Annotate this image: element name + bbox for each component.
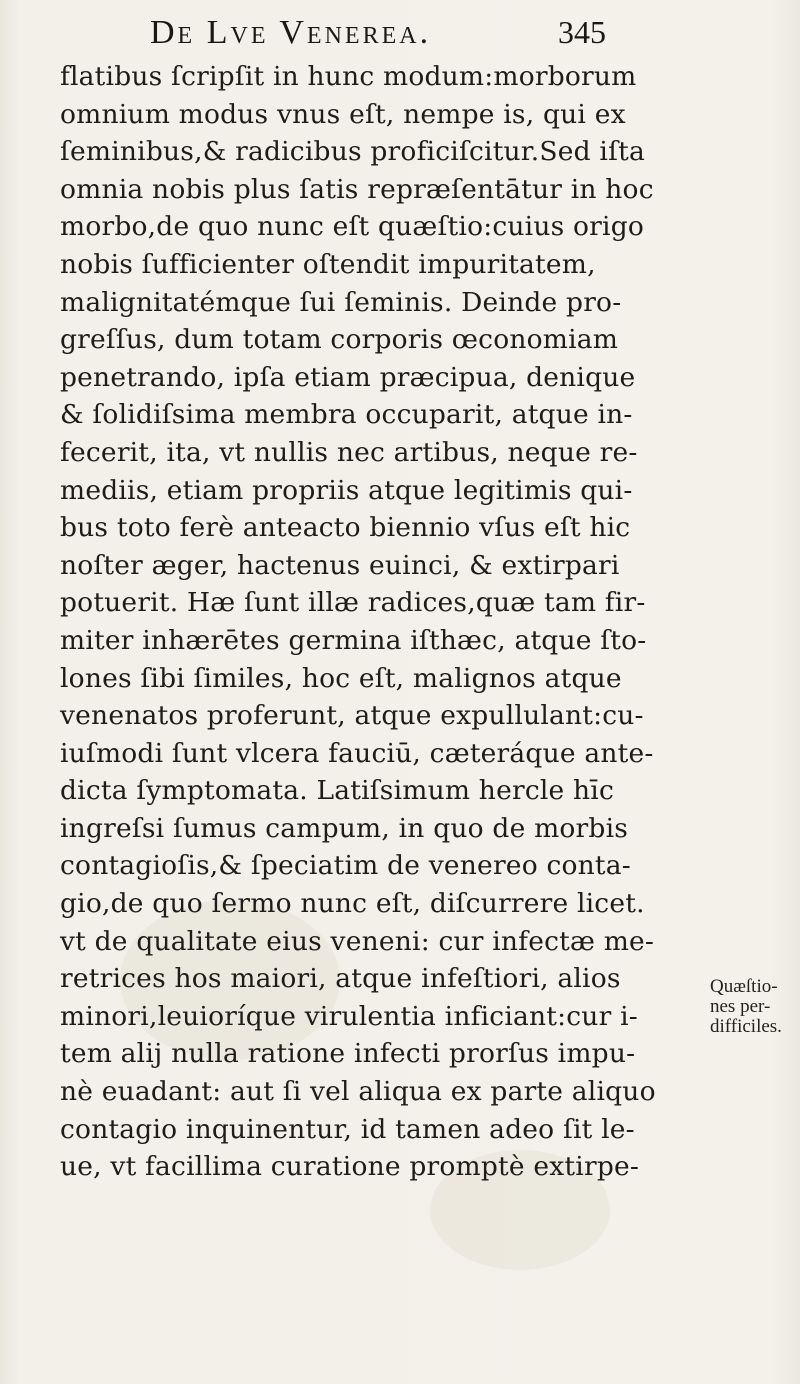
marginal-note xyxy=(710,977,800,1037)
text-line: venenatos proferunt, atque expullulant:cu- xyxy=(60,700,644,732)
text-line: ſeminibus,& radicibus proficiſcitur.Sed iſta xyxy=(60,136,645,168)
text-line: vt de qualitate eius veneni: cur infectæ me- xyxy=(60,925,655,957)
text-line: dicta ſymptomata. Latiſsimum hercle hīc xyxy=(60,775,615,807)
text-line: iuſmodi ſunt vlcera fauciū, cæteráque ante- xyxy=(60,737,654,769)
text-line: mediis, etiam propriis atque legitimis qui- xyxy=(60,474,633,506)
running-head xyxy=(150,14,750,54)
text-line: gio,de quo ſermo nunc eſt, diſcurrere licet. xyxy=(60,888,645,920)
text-line: greſſus, dum totam corporis œconomiam xyxy=(60,324,619,356)
text-line: ingreſsi ſumus campum, in quo de morbis xyxy=(60,812,629,844)
text-line: tem alij nulla ratione infecti prorſus impu- xyxy=(60,1038,636,1070)
marginal-note-line: nes per- xyxy=(710,996,771,1017)
marginal-note-line: Quæſtio- xyxy=(710,976,778,997)
text-line: ue, vt facillima curatione promptè extirpe- xyxy=(60,1151,640,1183)
text-line: nè euadant: aut ſi vel aliqua ex parte aliquo xyxy=(60,1076,656,1108)
text-line: malignitatémque ſui ſeminis. Deinde pro- xyxy=(60,286,622,318)
text-line: minori,leuioríque virulentia inficiant:cur i- xyxy=(60,1000,638,1032)
marginal-note-line: difficiles. xyxy=(710,1016,782,1037)
text-line: omnium modus vnus eſt, nempe is, qui ex xyxy=(60,98,626,130)
page-number: 345 xyxy=(558,14,606,50)
text-line: retrices hos maiori, atque infeſtiori, alios xyxy=(60,963,621,995)
text-line: contagio inquinentur, id tamen adeo ſit le- xyxy=(60,1113,635,1145)
text-line: nobis ſufficienter oſtendit impuritatem, xyxy=(60,248,596,280)
text-line: morbo,de quo nunc eſt quæſtio:cuius origo xyxy=(60,211,645,243)
text-line: fecerit, ita, vt nullis nec artibus, neque re- xyxy=(60,436,638,468)
text-line: noſter æger, hactenus euinci, & extirpari xyxy=(60,549,620,581)
text-line: & ſolidiſsima membra occuparit, atque in- xyxy=(60,399,633,431)
text-line: bus toto ferè anteacto biennio vſus eſt hic xyxy=(60,512,631,544)
text-line: contagioſis,& ſpeciatim de venereo conta- xyxy=(60,850,631,882)
text-line: potuerit. Hæ ſunt illæ radices,quæ tam fir- xyxy=(60,587,646,619)
running-head-title: De Lve Venerea. xyxy=(150,14,432,51)
text-line: miter inhærētes germina iſthæc, atque ſto- xyxy=(60,624,647,656)
text-line: penetrando, ipſa etiam præcipua, denique xyxy=(60,361,636,393)
body-text xyxy=(60,58,740,1186)
text-line: lones ſibi ſimiles, hoc eſt, malignos atque xyxy=(60,662,622,694)
text-line: omnia nobis plus ſatis repræſentātur in hoc xyxy=(60,173,654,205)
text-line: flatibus ſcripſit in hunc modum:morborum xyxy=(60,61,637,92)
